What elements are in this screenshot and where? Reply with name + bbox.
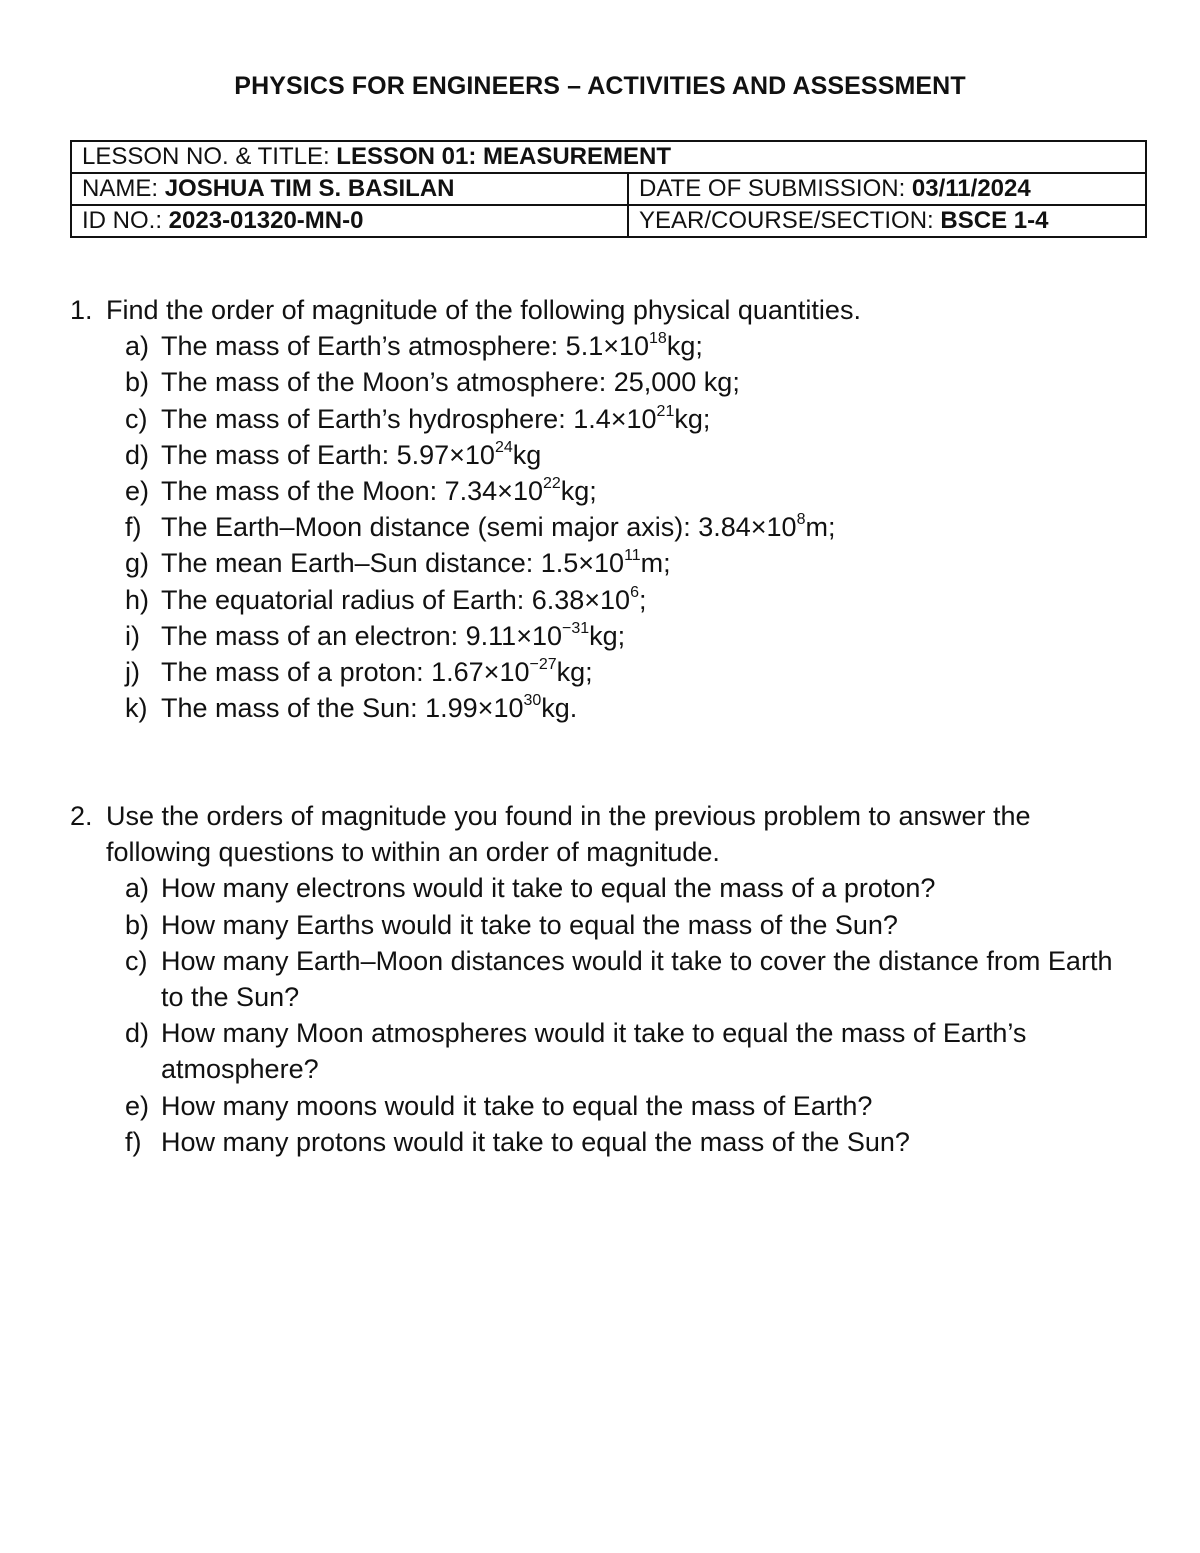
item-text — [161, 654, 1090, 690]
id-cell — [71, 205, 628, 237]
item-exponent: 30 — [523, 692, 542, 710]
id-ycs-row — [71, 205, 1146, 237]
item-text-main: The mass of Earth’s atmosphere: 5.1×10 — [161, 331, 650, 362]
question-number: 1. — [70, 295, 93, 325]
item-unit: kg. — [541, 693, 578, 724]
item-letter: g) — [125, 548, 150, 579]
item-text — [161, 401, 1090, 437]
ycs-label: YEAR/COURSE/SECTION: — [639, 207, 941, 234]
question-text: Use the orders of magnitude you found in the previous problem to answer the following questions to within an order of magnitude. — [106, 801, 1031, 868]
item-letter: h) — [125, 584, 150, 615]
item-letter: e) — [125, 476, 150, 507]
item-text: How many moons would it take to equal the mass of Earth? — [161, 1090, 873, 1121]
question-2-items — [125, 870, 1140, 1160]
list-item — [125, 654, 1090, 690]
item-letter: b) — [125, 367, 150, 398]
question-1 — [70, 292, 1090, 726]
item-text-main: The mass of the Moon: 7.34×10 — [161, 476, 543, 507]
list-item — [125, 364, 1090, 400]
item-text: How many Earths would it take to equal the mass of the Sun? — [161, 909, 898, 940]
item-exponent: 21 — [656, 402, 675, 420]
ycs-value: BSCE 1-4 — [940, 207, 1049, 234]
name-cell — [71, 173, 628, 205]
item-text — [161, 690, 1090, 726]
item-text-main: The mass of an electron: 9.11×10 — [161, 620, 562, 651]
item-letter: e) — [125, 1090, 150, 1121]
id-label: ID NO.: — [82, 207, 169, 234]
list-item — [125, 437, 1090, 473]
item-exponent: 22 — [542, 475, 561, 493]
name-date-row — [71, 173, 1146, 205]
item-exponent: 8 — [796, 511, 806, 529]
item-letter: f) — [125, 512, 142, 543]
item-exponent: 11 — [624, 547, 641, 565]
question-1-items — [125, 328, 1090, 726]
item-unit: kg; — [556, 657, 593, 688]
lesson-row — [71, 141, 1146, 173]
id-value: 2023-01320-MN-0 — [168, 207, 364, 234]
item-text — [161, 473, 1090, 509]
ycs-cell — [628, 205, 1146, 237]
item-text-main: The mass of Earth’s hydrosphere: 1.4×10 — [161, 403, 657, 434]
item-exponent: −27 — [529, 656, 557, 674]
list-item — [125, 582, 1090, 618]
list-item — [125, 1088, 1140, 1124]
item-text-main: The mean Earth–Sun distance: 1.5×10 — [161, 548, 625, 579]
item-text-main: The mass of Earth: 5.97×10 — [161, 439, 495, 470]
item-unit: ; — [638, 584, 647, 615]
item-unit: kg; — [560, 476, 597, 507]
header-info-table — [70, 140, 1147, 238]
lesson-cell — [71, 141, 1146, 173]
list-item — [125, 1015, 1140, 1087]
list-item — [125, 473, 1090, 509]
item-text — [161, 364, 1090, 400]
item-text-main: The equatorial radius of Earth: 6.38×10 — [161, 584, 631, 615]
item-letter: f) — [125, 1126, 142, 1157]
item-unit: kg; — [666, 331, 703, 362]
question-number: 2. — [70, 801, 93, 831]
item-letter: b) — [125, 909, 150, 940]
item-letter: k) — [125, 693, 148, 724]
page-title: PHYSICS FOR ENGINEERS – ACTIVITIES AND ASSESSMENT — [234, 72, 966, 100]
question-2 — [70, 798, 1140, 1160]
item-text — [161, 328, 1090, 364]
item-text — [161, 509, 1090, 545]
date-cell — [628, 173, 1146, 205]
lesson-value: LESSON 01: MEASUREMENT — [336, 143, 672, 170]
list-item — [125, 943, 1140, 1015]
item-text-main: The Earth–Moon distance (semi major axis): 3.84×10 — [161, 512, 797, 543]
item-unit: m; — [805, 512, 836, 543]
item-text: How many electrons would it take to equal the mass of a proton? — [161, 873, 936, 904]
item-text: How many Earth–Moon distances would it take to cover the distance from Earth to the Sun? — [161, 945, 1113, 1013]
item-text: How many protons would it take to equal the mass of the Sun? — [161, 1126, 910, 1157]
item-text — [161, 582, 1090, 618]
list-item — [125, 509, 1090, 545]
name-value: JOSHUA TIM S. BASILAN — [164, 175, 455, 202]
question-1-prompt — [70, 292, 1090, 328]
list-item — [125, 328, 1090, 364]
item-exponent: 6 — [630, 583, 639, 601]
item-text — [161, 618, 1090, 654]
item-letter: j) — [125, 657, 140, 688]
list-item — [125, 870, 1140, 906]
list-item — [125, 618, 1090, 654]
item-text — [161, 437, 1090, 473]
question-2-prompt — [70, 798, 1140, 870]
item-exponent: −31 — [562, 619, 590, 637]
item-letter: i) — [125, 620, 140, 651]
list-item — [125, 545, 1090, 581]
item-text-main: The mass of the Moon’s atmosphere: 25,000 kg; — [161, 367, 740, 398]
item-text: How many Moon atmospheres would it take to equal the mass of Earth’s atmosphere? — [161, 1018, 1027, 1085]
item-unit: kg — [512, 439, 542, 470]
name-label: NAME: — [82, 175, 165, 202]
item-letter: a) — [125, 873, 150, 904]
list-item — [125, 1124, 1140, 1160]
item-letter: d) — [125, 1018, 150, 1049]
item-letter: d) — [125, 439, 150, 470]
list-item — [125, 907, 1140, 943]
list-item — [125, 690, 1090, 726]
list-item — [125, 401, 1090, 437]
item-text — [161, 545, 1090, 581]
item-unit: kg; — [674, 403, 711, 434]
item-letter: a) — [125, 331, 150, 362]
question-text: Find the order of magnitude of the following physical quantities. — [106, 295, 861, 325]
date-label: DATE OF SUBMISSION: — [639, 175, 912, 202]
item-letter: c) — [125, 403, 148, 434]
item-exponent: 18 — [649, 330, 667, 348]
item-text-main: The mass of a proton: 1.67×10 — [161, 657, 530, 688]
date-value: 03/11/2024 — [911, 175, 1031, 202]
item-unit: kg; — [589, 620, 626, 651]
item-text-main: The mass of the Sun: 1.99×10 — [161, 693, 524, 724]
item-exponent: 24 — [494, 438, 513, 456]
item-letter: c) — [125, 945, 148, 976]
item-unit: m; — [640, 548, 671, 579]
lesson-label: LESSON NO. & TITLE: — [82, 143, 337, 170]
